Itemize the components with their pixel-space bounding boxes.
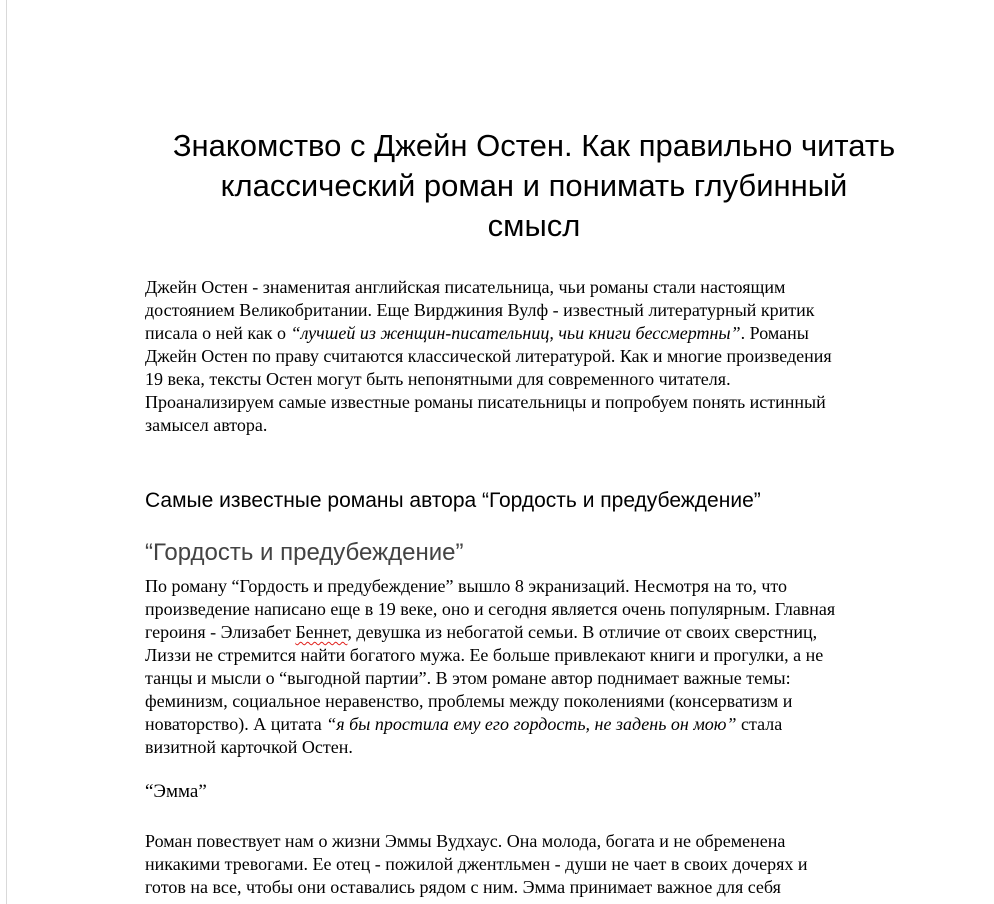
text-line: замысел автора. bbox=[145, 415, 268, 435]
title-line: смысл bbox=[487, 208, 581, 243]
document-title bbox=[145, 126, 923, 246]
text-line: Проанализируем самые известные романы писательницы и попробуем понять истинный bbox=[145, 392, 826, 412]
text-line: визитной карточкой Остен. bbox=[145, 737, 353, 757]
section-heading: Самые известные романы автора “Гордость и предубеждение” bbox=[145, 489, 761, 512]
text-line: никакими тревогами. Ее отец - пожилой джентльмен - души не чает в своих дочерях и bbox=[145, 854, 808, 874]
emma-heading: “Эмма” bbox=[145, 781, 207, 802]
text-line: По роману “Гордость и предубеждение” вышло 8 экранизаций. Несмотря на то, что bbox=[145, 576, 788, 596]
text-line: героиня - Элизабет Беннет, девушка из небогатой семьи. В отличие от своих сверстниц, bbox=[145, 622, 818, 642]
page-left-edge bbox=[6, 0, 7, 904]
text-line: феминизм, социальное неравенство, проблемы между поколениями (консерватизм и bbox=[145, 691, 793, 711]
title-line: классический роман и понимать глубинный bbox=[220, 168, 848, 203]
text-line: достоянием Великобритании. Еще Вирджиния Вулф - известный литературный критик bbox=[145, 300, 815, 320]
text-line: произведение написано еще в 19 веке, оно и сегодня является очень популярным. Главная bbox=[145, 599, 836, 619]
text-line: писала о ней как о “лучшей из женщин-писательниц, чьи книги бессмертны”. Романы bbox=[145, 323, 809, 343]
text-line: Джейн Остен - знаменитая английская писательница, чьи романы стали настоящим bbox=[145, 277, 786, 297]
text-line: новаторство). А цитата “я бы простила ему его гордость, не задень он мою” стала bbox=[145, 714, 783, 734]
spellcheck-flagged-word[interactable]: Беннет bbox=[295, 622, 348, 642]
intro-paragraph bbox=[145, 276, 832, 437]
text-line: Лиззи не стремится найти богатого мужа. Ее больше привлекают книги и прогулки, а не bbox=[145, 645, 824, 665]
pride-paragraph bbox=[145, 575, 835, 759]
text-line: готов на все, чтобы они оставались рядом с ним. Эмма принимает важное для себя bbox=[145, 877, 781, 897]
text-line: Джейн Остен по праву считаются классической литературой. Как и многие произведения bbox=[145, 346, 832, 366]
text-line: 19 века, тексты Остен могут быть непонятными для современного читателя. bbox=[145, 369, 731, 389]
title-line: Знакомство с Джейн Остен. Как правильно читать bbox=[172, 128, 896, 163]
woolf-quote: “лучшей из женщин-писательниц, чьи книги бессмертны” bbox=[290, 323, 741, 343]
pride-heading: “Гордость и предубеждение” bbox=[145, 539, 464, 566]
text-line: Роман повествует нам о жизни Эммы Вудхаус. Она молода, богата и не обременена bbox=[145, 831, 786, 851]
pride-quote: “я бы простила ему его гордость, не задень он мою” bbox=[326, 714, 737, 734]
emma-paragraph bbox=[145, 830, 807, 899]
text-line: танцы и мысли о “выгодной партии”. В этом романе автор поднимает важные темы: bbox=[145, 668, 791, 688]
